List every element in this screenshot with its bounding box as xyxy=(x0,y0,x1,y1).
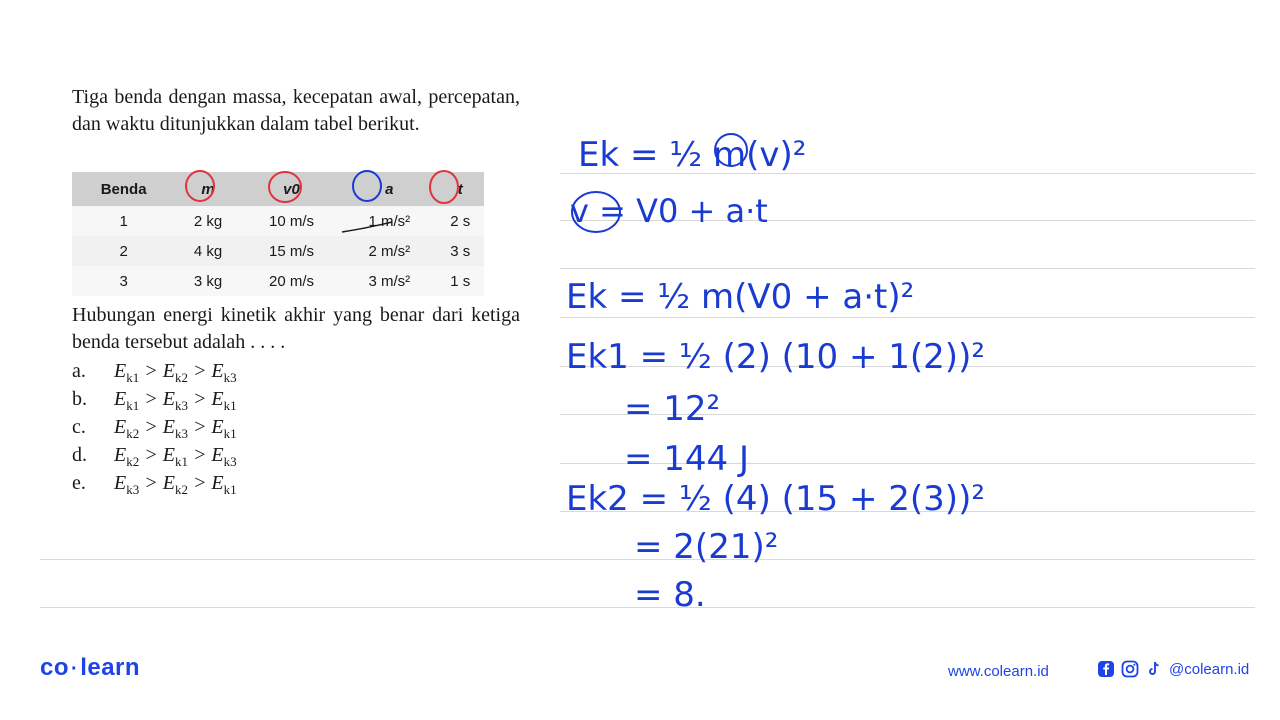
subscript: k2 xyxy=(126,426,140,441)
table-cell: 10 m/s xyxy=(241,206,342,236)
subscript: k1 xyxy=(174,454,188,469)
option-e[interactable] xyxy=(72,472,237,500)
solution-line-6: = 144 J xyxy=(624,439,750,479)
ruled-line xyxy=(560,366,1255,367)
ruled-line xyxy=(560,511,1255,512)
solution-line-1: Ek = ½ m(v)² xyxy=(578,135,807,175)
ruled-line xyxy=(560,173,1255,174)
table-cell: 2 s xyxy=(436,206,484,236)
logo-dot: · xyxy=(71,658,79,680)
table-cell: 1 s xyxy=(436,266,484,296)
facebook-icon[interactable] xyxy=(1097,660,1115,678)
subscript: k3 xyxy=(223,454,237,469)
table-cell: 2 xyxy=(72,236,175,266)
circle-annotation xyxy=(572,192,620,232)
question-intro xyxy=(72,84,520,138)
answer-options xyxy=(72,360,237,500)
option-expression: $E_{k1} > E_{k3} > E_{k1}$ xyxy=(114,388,237,413)
option-label: b. xyxy=(72,388,87,410)
subscript: k3 xyxy=(174,426,188,441)
header-benda: Benda xyxy=(72,172,175,206)
table-header-row xyxy=(72,172,484,206)
social-links xyxy=(1097,660,1249,678)
option-b[interactable] xyxy=(72,388,237,416)
question-intro-text: Tiga benda dengan massa, kecepatan awal, percepatan, dan waktu ditunjukkan dalam tabel berikut. xyxy=(72,86,520,135)
table-cell: 1 xyxy=(72,206,175,236)
subscript: k1 xyxy=(223,426,237,441)
social-handle[interactable]: @colearn.id xyxy=(1169,660,1250,678)
header-a: a xyxy=(342,172,436,206)
solution-line-2: v = V0 + a·t xyxy=(570,192,768,230)
table-cell: 15 m/s xyxy=(241,236,342,266)
subscript: k3 xyxy=(174,398,188,413)
website-link[interactable]: www.colearn.id xyxy=(948,663,1049,680)
header-v0: v0 xyxy=(241,172,342,206)
subscript: k2 xyxy=(174,370,188,385)
table-cell: 1 m/s² xyxy=(342,206,436,236)
ruled-line xyxy=(560,463,1255,464)
solution-line-8: = 2(21)² xyxy=(634,527,779,567)
question-prompt: Hubungan energi kinetik akhir yang benar dari ketiga benda tersebut adalah . . . . xyxy=(72,304,520,353)
circle-annotation xyxy=(715,134,747,166)
ruled-line xyxy=(40,559,1255,560)
table-cell: 2 m/s² xyxy=(342,236,436,266)
table-cell: 4 kg xyxy=(175,236,241,266)
option-c[interactable] xyxy=(72,416,237,444)
logo-part: co xyxy=(40,654,70,681)
table-cell: 2 kg xyxy=(175,206,241,236)
table-cell: 3 m/s² xyxy=(342,266,436,296)
option-expression: $E_{k2} > E_{k1} > E_{k3}$ xyxy=(114,444,237,469)
table-row xyxy=(72,206,484,236)
header-t: t xyxy=(436,172,484,206)
table-cell: 3 xyxy=(72,266,175,296)
logo-part: learn xyxy=(80,654,141,681)
ruled-line xyxy=(560,414,1255,415)
solution-line-5: = 12² xyxy=(624,389,721,429)
table-row xyxy=(72,236,484,266)
subscript: k2 xyxy=(126,454,140,469)
header-m: m xyxy=(175,172,241,206)
table-cell: 3 kg xyxy=(175,266,241,296)
ruled-line xyxy=(560,220,1255,221)
option-expression: $E_{k1} > E_{k2} > E_{k3}$ xyxy=(114,360,237,385)
option-label: d. xyxy=(72,444,87,466)
option-d[interactable] xyxy=(72,444,237,472)
subscript: k1 xyxy=(126,398,140,413)
colearn-logo xyxy=(40,654,140,682)
tiktok-icon[interactable] xyxy=(1145,660,1163,678)
option-expression: $E_{k2} > E_{k3} > E_{k1}$ xyxy=(114,416,237,441)
subscript: k3 xyxy=(126,482,140,497)
subscript: k2 xyxy=(174,482,188,497)
solution-line-7: Ek2 = ½ (4) (15 + 2(3))² xyxy=(566,479,985,519)
table-row xyxy=(72,266,484,296)
subscript: k3 xyxy=(223,370,237,385)
option-a[interactable] xyxy=(72,360,237,388)
subscript: k1 xyxy=(223,482,237,497)
data-table xyxy=(72,172,484,296)
ruled-line xyxy=(560,317,1255,318)
solution-line-3: Ek = ½ m(V0 + a·t)² xyxy=(566,277,915,317)
ruled-line xyxy=(560,268,1255,269)
option-expression: $E_{k3} > E_{k2} > E_{k1}$ xyxy=(114,472,237,497)
ruled-line xyxy=(40,607,1255,608)
table-cell: 20 m/s xyxy=(241,266,342,296)
table-cell: 3 s xyxy=(436,236,484,266)
option-label: c. xyxy=(72,416,86,438)
solution-line-4: Ek1 = ½ (2) (10 + 1(2))² xyxy=(566,337,985,377)
instagram-icon[interactable] xyxy=(1121,660,1139,678)
option-label: e. xyxy=(72,472,86,494)
option-label: a. xyxy=(72,360,86,382)
subscript: k1 xyxy=(126,370,140,385)
subscript: k1 xyxy=(223,398,237,413)
solution-line-9: = 8. xyxy=(634,575,706,615)
